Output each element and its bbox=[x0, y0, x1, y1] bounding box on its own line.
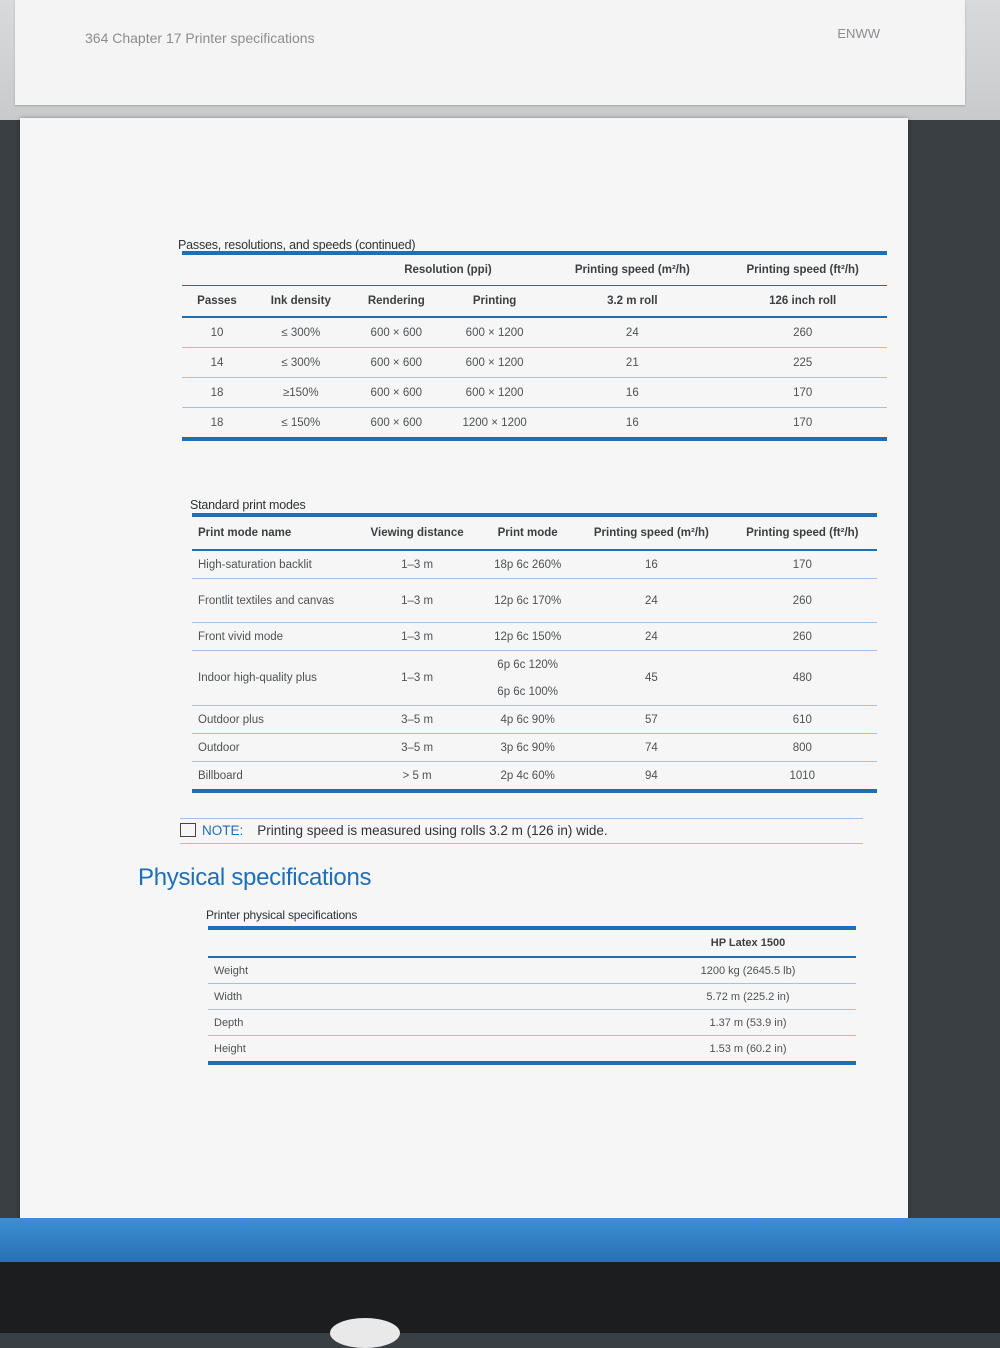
table-row bbox=[192, 706, 877, 734]
table-cell: 18 bbox=[182, 378, 252, 408]
table-cell: ≤ 150% bbox=[281, 416, 321, 429]
table-cell: > 5 m bbox=[402, 769, 432, 782]
table-cell: 170 bbox=[718, 378, 887, 408]
table-row bbox=[208, 1036, 856, 1064]
table-cell: 1.37 m (53.9 in) bbox=[640, 1010, 856, 1036]
table1-group-speed-m2: Printing speed (m²/h) bbox=[546, 253, 718, 286]
table2-header-mode-name: Print mode name bbox=[192, 515, 354, 550]
section-title: Physical specifications bbox=[138, 864, 372, 891]
table-cell: 260 bbox=[728, 623, 877, 651]
table-cell: 170 bbox=[728, 550, 877, 579]
table1-header-rendering: Rendering bbox=[350, 286, 443, 318]
table-cell: 94 bbox=[644, 769, 658, 782]
table-cell: 5.72 m (225.2 in) bbox=[640, 984, 856, 1010]
table-row bbox=[192, 651, 877, 679]
table-cell: 24 bbox=[575, 623, 727, 651]
table-cell: ≥150% bbox=[252, 378, 350, 408]
table-cell: Indoor high-quality plus bbox=[192, 651, 354, 706]
table3-header-blank bbox=[208, 928, 640, 957]
table1-caption: Passes, resolutions, and speeds (continued) bbox=[178, 238, 416, 252]
table-cell: 16 bbox=[575, 550, 727, 579]
table-row bbox=[182, 378, 887, 408]
note-box bbox=[180, 818, 863, 844]
table-cell: 600 × 1200 bbox=[443, 348, 546, 378]
table-cell: Height bbox=[214, 1042, 246, 1055]
table-cell: 24 bbox=[575, 579, 727, 623]
table-cell: 74 bbox=[575, 734, 727, 762]
table-cell: 18p 6c 260% bbox=[480, 550, 575, 579]
taskbar bbox=[0, 1218, 1000, 1262]
table1-header-passes: Passes bbox=[182, 286, 252, 318]
table-cell: 600 × 1200 bbox=[443, 378, 546, 408]
table-cell: ≤ 300% bbox=[252, 317, 350, 348]
table-cell: 21 bbox=[546, 348, 718, 378]
table-cell: 1200 kg (2645.5 lb) bbox=[640, 957, 856, 984]
table-cell: 12p 6c 150% bbox=[480, 623, 575, 651]
table-cell: 1–3 m bbox=[354, 651, 480, 706]
table-row bbox=[192, 550, 877, 579]
table-cell: 225 bbox=[718, 348, 887, 378]
table-cell: Outdoor bbox=[192, 734, 354, 762]
table1-header-126in-roll: 126 inch roll bbox=[718, 286, 887, 318]
table-cell: 45 bbox=[575, 651, 727, 706]
table-row bbox=[208, 1010, 856, 1036]
table-cell: 800 bbox=[728, 734, 877, 762]
table-cell: 3–5 m bbox=[354, 706, 480, 734]
table-cell: 4p 6c 90% bbox=[480, 706, 575, 734]
table-cell: 1–3 m bbox=[354, 550, 480, 579]
table2-header-viewing-distance: Viewing distance bbox=[354, 515, 480, 550]
table1-header-3m-roll: 3.2 m roll bbox=[546, 286, 718, 318]
table-cell: 57 bbox=[575, 706, 727, 734]
note-label: NOTE: bbox=[202, 823, 244, 838]
table-cell: Weight bbox=[208, 957, 640, 984]
standard-print-modes-table bbox=[192, 513, 877, 793]
table1-header-printing: Printing bbox=[443, 286, 546, 318]
table-cell: 6p 6c 100% bbox=[480, 678, 575, 706]
table-cell: 24 bbox=[546, 317, 718, 348]
table-row bbox=[182, 348, 887, 378]
table-cell: 260 bbox=[718, 317, 887, 348]
table-cell: 3p 6c 90% bbox=[480, 734, 575, 762]
table-cell: 1010 bbox=[789, 769, 816, 782]
table-cell: 16 bbox=[546, 378, 718, 408]
table3-caption: Printer physical specifications bbox=[206, 908, 358, 922]
table-cell: 6p 6c 120% bbox=[497, 658, 559, 671]
passes-resolutions-speeds-table bbox=[182, 251, 887, 441]
note-icon bbox=[180, 823, 196, 837]
previous-page-footer: 364 Chapter 17 Printer specifications bbox=[85, 30, 315, 46]
table-cell: Width bbox=[208, 984, 640, 1010]
table-row bbox=[192, 623, 877, 651]
previous-page-footer-right: ENWW bbox=[837, 26, 880, 41]
table-cell: High-saturation backlit bbox=[192, 550, 354, 579]
table-row bbox=[192, 762, 877, 792]
table-row bbox=[192, 734, 877, 762]
table-cell: 600 × 600 bbox=[350, 317, 443, 348]
table-cell: 3–5 m bbox=[354, 734, 480, 762]
table-cell: 1200 × 1200 bbox=[462, 416, 527, 429]
note-text: Printing speed is measured using rolls 3.2 m (126 in) wide. bbox=[257, 823, 608, 838]
table-cell: ≤ 300% bbox=[252, 348, 350, 378]
table-cell: 600 × 600 bbox=[370, 416, 423, 429]
table-row bbox=[192, 579, 877, 623]
table-cell: Billboard bbox=[198, 769, 243, 782]
table-cell: 480 bbox=[728, 651, 877, 706]
table-cell: 18 bbox=[210, 416, 224, 429]
table-cell: Outdoor plus bbox=[192, 706, 354, 734]
table-cell: 14 bbox=[182, 348, 252, 378]
table1-group-speed-ft2: Printing speed (ft²/h) bbox=[718, 253, 887, 286]
table1-header-ink-density: Ink density bbox=[252, 286, 350, 318]
table2-caption: Standard print modes bbox=[190, 498, 306, 512]
physical-specifications-table bbox=[208, 926, 856, 1065]
table-cell: 1.53 m (60.2 in) bbox=[709, 1042, 787, 1055]
table-cell: 170 bbox=[793, 416, 813, 429]
table-cell: 600 × 1200 bbox=[443, 317, 546, 348]
table-cell: 260 bbox=[728, 579, 877, 623]
table-cell: 610 bbox=[728, 706, 877, 734]
table1-group-resolution: Resolution (ppi) bbox=[350, 253, 547, 286]
table-cell: 10 bbox=[182, 317, 252, 348]
table-row bbox=[182, 408, 887, 440]
table-cell: 16 bbox=[625, 416, 639, 429]
table-cell: 12p 6c 170% bbox=[480, 579, 575, 623]
table-cell: 1–3 m bbox=[354, 579, 480, 623]
table-row bbox=[208, 957, 856, 984]
table-row bbox=[182, 317, 887, 348]
table1-blank-group bbox=[182, 253, 350, 286]
previous-page-bottom bbox=[15, 0, 965, 105]
table-cell: Front vivid mode bbox=[192, 623, 354, 651]
document-page bbox=[20, 118, 908, 1226]
table2-header-speed-ft2: Printing speed (ft²/h) bbox=[728, 515, 877, 550]
table-cell: 600 × 600 bbox=[350, 348, 443, 378]
table2-header-speed-m2: Printing speed (m²/h) bbox=[575, 515, 727, 550]
table-cell: Depth bbox=[208, 1010, 640, 1036]
table-cell: 600 × 600 bbox=[350, 378, 443, 408]
table2-header-print-mode: Print mode bbox=[480, 515, 575, 550]
table-cell: 1–3 m bbox=[354, 623, 480, 651]
monitor-logo-icon bbox=[330, 1318, 400, 1348]
table-cell: Frontlit textiles and canvas bbox=[192, 579, 354, 623]
table-row bbox=[208, 984, 856, 1010]
table3-header-model: HP Latex 1500 bbox=[640, 928, 856, 957]
monitor-bezel bbox=[0, 1262, 1000, 1333]
table-cell: 2p 4c 60% bbox=[500, 769, 555, 782]
